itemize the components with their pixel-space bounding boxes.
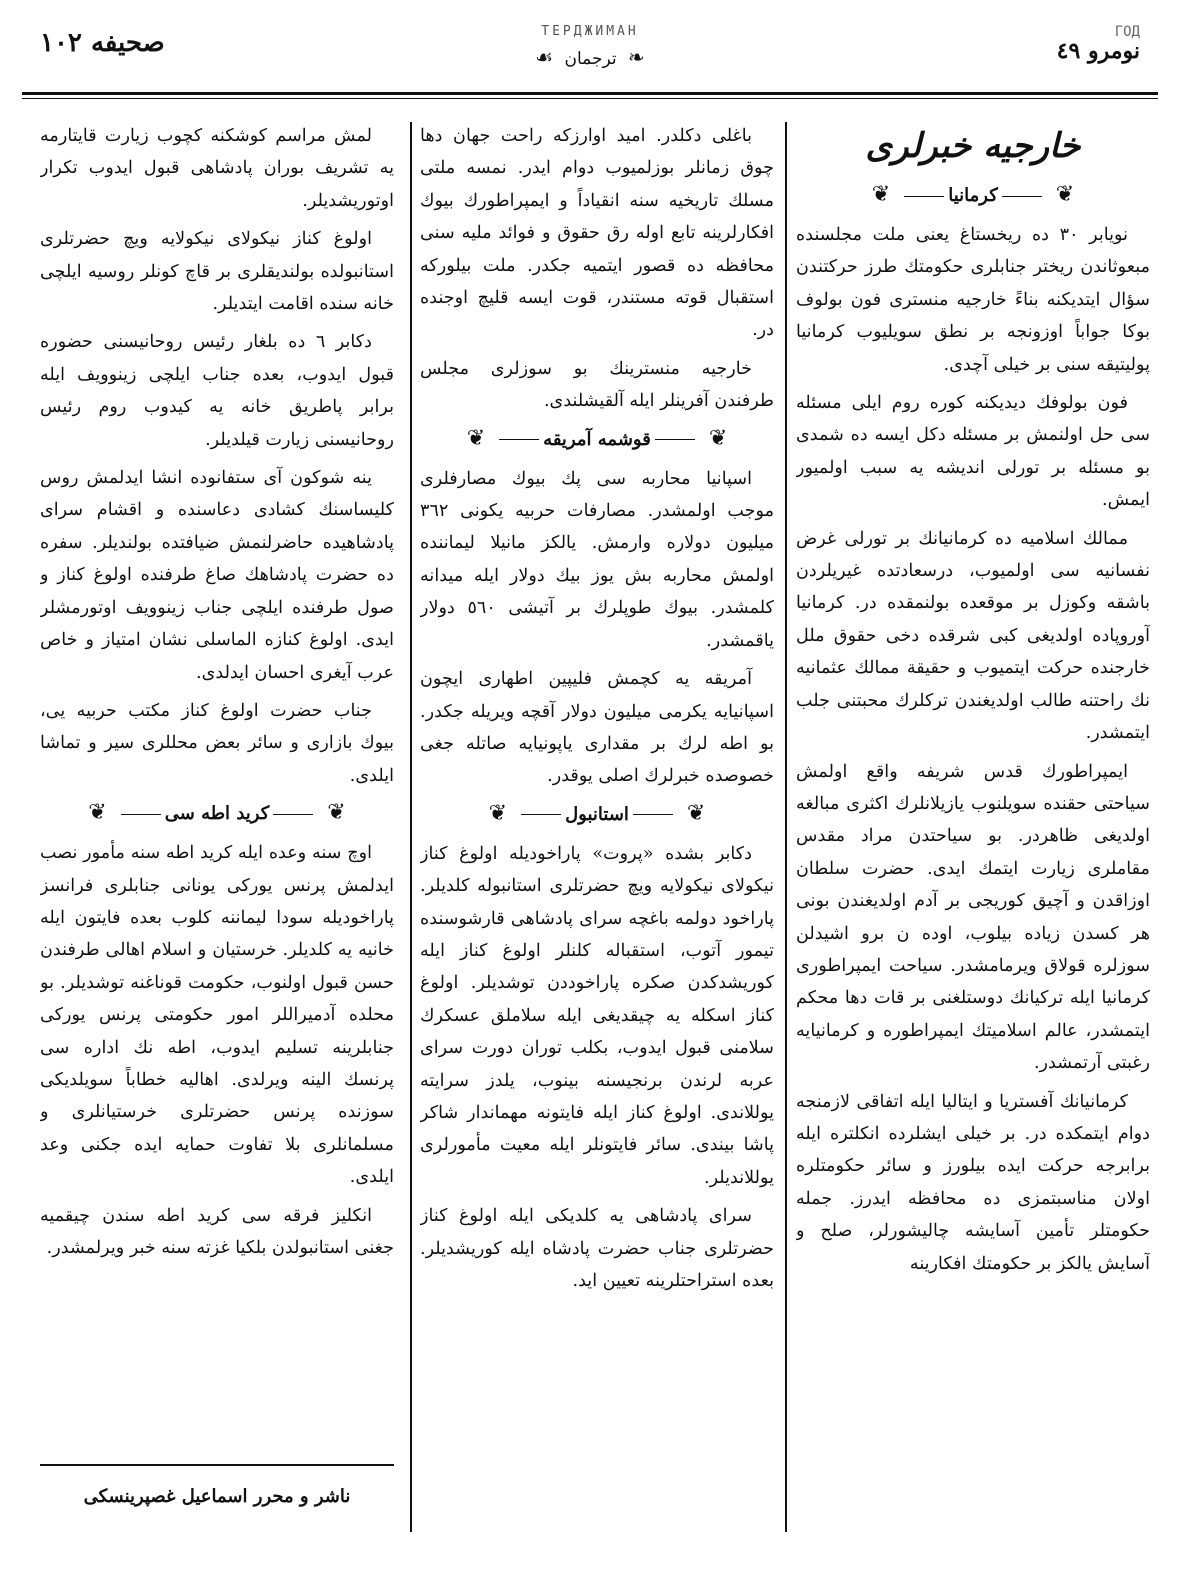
article-paragraph: نويابر ٣٠ ده ريخستاغ يعنى ملت مجلسنده مبعوثاندن ريختر جنابلرى حكومتك طرز حركتندن سؤال ايتديكنه بناءً خارجيه منسترى فون بولوف بوكا جواباً اوزونجه بر نطق سويليوب كرمانيا پوليتيقه سنى بر خيلى آچدى. (796, 225, 1150, 375)
section-title: خارجيه خبرلرى (865, 126, 1081, 166)
subhead-label: كرمانيا (948, 185, 998, 206)
subhead-istanbul (420, 799, 774, 830)
ornament-icon: ❦ (88, 800, 107, 826)
masthead-arabic-title: ترجمان (564, 49, 617, 69)
article-paragraph: اوچ سنه وعده ايله كريد اطه سنه مأمور نصب ايدلمش پرنس يوركى يونانى جنابلرى فرانسز پاراخوديله سودا ليماننه كلوب بعده فايتون ايله خانيه يه كلديلر. خرستيان و اسلام اهالى طرفندن حسن قبول اولنوب، حكومت قوناغنه توشديلر. بو محلده آدميراللر امور حكومتى پرنس يوركى جنابلرينه تسليم ايدوب، اطه نك اداره سى پرنسك الينه ويرلدى. اهاليه خطاباً سويلديكى سوزنده پرنس حضرتلرى خرستيانلرى و مسلمانلرى بلا تفاوت حمايه ايده جكنى وعد ايلدى. (40, 843, 394, 1188)
article-paragraph: سراى پادشاهى يه كلديكى ايله اولوغ كناز حضرتلرى جناب حضرت پادشاه ايله كوريشديلر. بعده استراحتلرينه تعيين ايد. (420, 1206, 774, 1291)
masthead-center (22, 24, 1158, 69)
column-left (40, 120, 394, 1456)
article-paragraph: ممالك اسلاميه ده كرمانيانك بر تورلى غرض نفسانيه سى اولميوب، درسعادتده غيريلردن باشقه وكوزل بر موقعده بولنمقده در. كرمانيا آوروپاده اولديغى كبى شرقده دخى حقوق ملل خارجنده حركت ايتميوب و حقيقة ممالك عثمانيه نك راحتنه طالب اولديغندن تركلرك محبتنى جلب ايتمشدر. (796, 528, 1150, 744)
article-paragraph: دكابر بشده «پروت» پاراخوديله اولوغ كناز نيكولاى نيكولايه ويچ حضرتلرى استانبوله كلديلر. پاراخود دولمه باغچه سراى پادشاهى قارشوسنده تيمور آتوب، استقباله كلنلر اولوغ كناز ايله كوريشدكدن صكره پاراخوددن توشديلر. اولوغ كناز اسكله يه چيقديغى ايله سلاملق عسكرك سلامنى قبول ايدوب، بكلب توران دورت سراى عربه لرندن برنجيسنه بينوب، يلدز سرايته يوللاندى. اولوغ كناز ايله فايتونه مهماندار شاكر پاشا بيندى. سائر فايتونلر ايله معيت مأمورلرى يوللانديلر. (420, 843, 774, 1188)
article-paragraph: خارجيه منسترينك بو سوزلرى مجلس طرفندن آفرينلر ايله آلقيشلندى. (420, 358, 774, 412)
masthead-rule-thin (22, 98, 1158, 99)
masthead (22, 20, 1158, 98)
ornament-icon: ❦ (466, 425, 486, 451)
issue-latin-label: ГОД (1114, 24, 1140, 40)
article-paragraph: انكليز فرقه سى كريد اطه سندن چيقميه جغنى استانبولدن بلكيا غزته سنه خبر ويرلمشدر. (40, 1205, 394, 1258)
subhead-label: قوشمه آمريقه (543, 428, 651, 450)
article-paragraph: كرمانيانك آفستريا و ايتاليا ايله اتفاقى لازمنجه دوام ايتمكده در. بر خيلى ايشلرده انكلتره ايله برابرجه حركت ايده بيلورز و سائر حكومتلره اولان مناسبتمزى ده محافظه ايدرز. جمله حكومتلر تأمين آسايشه چاليشورلر، صلح و آسايش يالكز بر حكومتك افكارينه (796, 1091, 1150, 1274)
subhead-germany (796, 180, 1150, 211)
column-divider (785, 122, 787, 1532)
footer-rule (40, 1464, 394, 1466)
article-paragraph: لمش مراسم كوشكنه كچوب زيارت قايتارمه يه تشريف بوران پادشاهى قبول ايدوب تكرار اوتوريشديلر. (40, 126, 394, 211)
masthead-title-block (529, 45, 651, 69)
article-paragraph: ايمپراطورك قدس شريفه واقع اولمش سياحتى حقنده سويلنوب يازيلانلرك اكثرى مبالغه اولديغى ظاهردر. بو سياحتدن مراد مقدس مقاملرى زيارت ايتمك ايدى. حضرت سلطان اوزاقدن و آچيق كوريجى بر آدم اولديغندن بونى هر كسدن زياده بيلوب، اوده ن برو اشيدلن سوزلره قولاق ويرمامشدر. سياحت ايمپراطورى كرمانيا ايله تركيانك دوستلغنى بر قات دها محكم ايتمشدر، عالم اسلاميتك ايمپراطوره و كرمانيايه رغبتى آرتمشدر. (796, 761, 1150, 1074)
ornament-icon: ❦ (686, 800, 706, 826)
column-foreign-news (796, 120, 1150, 1540)
subhead-label: استانبول (565, 803, 629, 825)
issue-block (1057, 24, 1140, 64)
article-paragraph: باغلى دكلدر. اميد اوارزكه راحت جهان دها چوق زمانلر بوزلميوب دوام ايدر. نمسه ملتى مسلك تاريخيه سنه انقياداً و ايمپراطورك بيوك افكارلرينه تابع اوله رق حقوق و فوائد مليه سنى محافظه ده قصور ايتميه جكدر. ملت بيلوركه استقبال قوته مستندر، قوت ايسه قليچ اوجنده در. (420, 126, 774, 341)
article-paragraph: دكابر ٦ ده بلغار رئيس روحانيسنى حضوره قبول ايدوب، بعده جناب ايلچى زينوويف ايله برابر پاطريق خانه يه كيدوب روم رئيس روحانيسنى زيارت قيلديلر. (40, 332, 394, 450)
article-paragraph: جناب حضرت اولوغ كناز مكتب حربيه يى، بيوك بازارى و سائر بعض محللرى سير و تماشا ايلدى. (40, 700, 394, 786)
column-middle (420, 120, 774, 1540)
issue-number: نومرو ٤٩ (1056, 38, 1140, 64)
ornament-icon: ❦ (327, 800, 346, 826)
fleuron-icon: ☙ (535, 45, 554, 69)
publisher-footer: ناشر و محرر اسماعيل غصپرينسكى (83, 1486, 351, 1507)
ornament-icon: ❦ (871, 182, 891, 207)
newspaper-page (22, 20, 1158, 1560)
article-paragraph: اسپانيا محاربه سى پك بيوك مصارفلرى موجب اولمشدر. مصارفات حربيه يكونى ٣٦٢ ميليون دولاره وارمش. يالكز مانيلا ليماننده اولمش محاربه بش يوز بيك دولار ايله ميدانه كلمشدر. بيوك طوپلرك بر آتيشى ٥٦٠ دولار ياقمشدر. (420, 468, 774, 651)
masthead-latin-title: ТЕРДЖИМАН (541, 24, 639, 39)
page-number-label: صحيفه ١٠٢ (40, 28, 165, 58)
subhead-crete (40, 798, 394, 829)
masthead-rule (22, 92, 1158, 95)
article-paragraph: ينه شوكون آى ستفانوده انشا ايدلمش روس كليساسنك كشادى دعاسنده و اقشام سراى پادشاهيده حاضرلنمش ضيافتده بولنديلر. سفره ده حضرت پادشاهك صاغ طرفنده اولوغ كناز و صول طرفنده ايلچى جناب زينوويف اوتورمشلر ايدى. اولوغ كنازه الماسلى نشان امتياز و خاص عرب آيغرى احسان ايدلدى. (40, 468, 394, 683)
article-paragraph: اولوغ كناز نيكولاى نيكولايه ويچ حضرتلرى استانبولده بولنديقلرى بر قاچ كونلر روسيه ايلچى خانه سنده اقامت ايتديلر. (40, 229, 394, 315)
column-divider (410, 122, 412, 1532)
subhead-america (420, 424, 774, 455)
subhead-label: كريد اطه سى (164, 803, 270, 825)
ornament-icon: ❦ (488, 800, 508, 826)
ornament-icon: ❦ (1055, 182, 1075, 207)
article-paragraph: فون بولوفك ديديكنه كوره روم ايلى مسئله سى حل اولنمش بر مسئله دكل ايسه ده شمدى بو مسئله بر تورلى انديشه يه سبب اولميور ايمش. (796, 393, 1150, 511)
ornament-icon: ❦ (708, 425, 728, 451)
article-paragraph: آمريقه يه كچمش فليپين اطهارى ايچون اسپانيايه يكرمى ميليون دولار آقچه ويريله جكدر. بو اطه لرك بر مقدارى ياپونيايه صاتله جغى خصوصده خبرلرك اصلى يوقدر. (420, 669, 774, 787)
fleuron-icon: ❧ (628, 45, 645, 69)
